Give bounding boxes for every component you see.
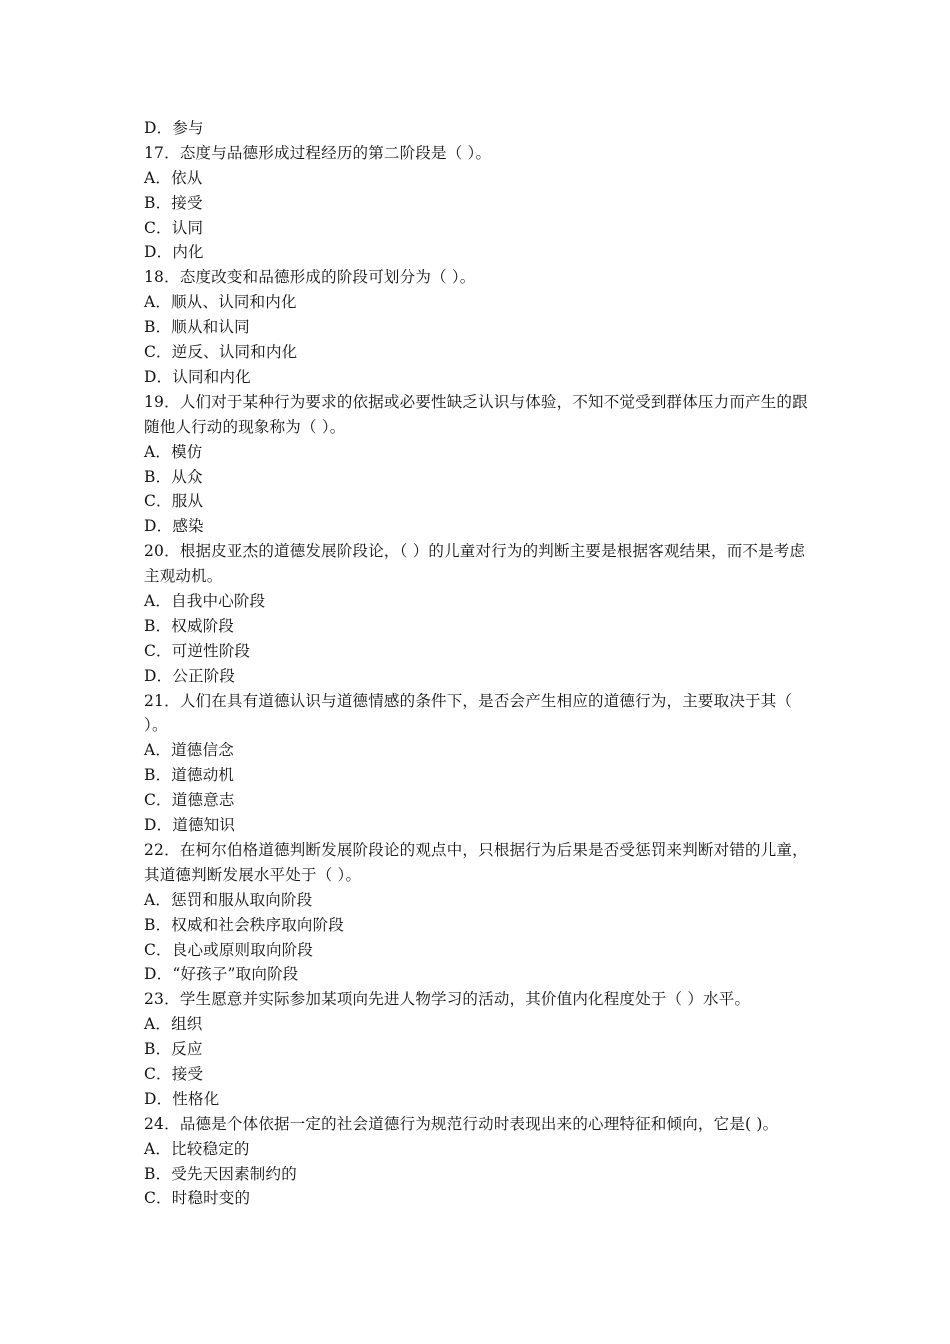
question-text: 17．态度与品德形成过程经历的第二阶段是（ ）。 [144,143,492,162]
answer-option: B．权威和社会秩序取向阶段 [144,915,344,934]
question-text: 18．态度改变和品德形成的阶段可划分为（ ）。 [144,268,476,287]
question-text: 22．在柯尔伯格道德判断发展阶段论的观点中，只根据行为后果是否受惩罚来判断对错的儿童，其道德判断发展水平处于（ ）。 [144,840,808,884]
question-text: 19．人们对于某种行为要求的依据或必要性缺乏认识与体验，不知不觉受到群体压力而产生的跟随他人行动的现象称为（ ）。 [144,392,808,436]
answer-option: C．接受 [144,1065,204,1084]
answer-option: B．顺从和认同 [144,318,250,337]
answer-option: A．顺从、认同和内化 [144,293,297,312]
answer-option: C．时稳时变的 [144,1189,251,1208]
answer-option: A．道德信念 [144,741,234,760]
answer-option: D．道德知识 [144,816,236,835]
answer-option: B．接受 [144,193,203,212]
answer-option: A．模仿 [144,442,203,461]
answer-option: C．道德意志 [144,791,235,810]
answer-option: C．可逆性阶段 [144,641,251,660]
answer-option: C．逆反、认同和内化 [144,343,298,362]
answer-option: B．受先天因素制约的 [144,1164,297,1183]
answer-option: A．依从 [144,168,203,187]
answer-option: D．参与 [144,119,204,137]
answer-option: D．公正阶段 [144,666,236,685]
answer-option: B．从众 [144,467,203,486]
answer-option: C．良心或原则取向阶段 [144,940,314,959]
question-text: 20．根据皮亚杰的道德发展阶段论，（ ）的儿童对行为的判断主要是根据客观结果，而不是考虑主观动机。 [144,542,806,586]
answer-option: C．认同 [144,218,204,237]
answer-option: D．性格化 [144,1089,220,1108]
answer-option: B．反应 [144,1040,203,1059]
answer-option: B．权威阶段 [144,616,235,635]
answer-option: A．惩罚和服从取向阶段 [144,890,313,909]
answer-option: A．组织 [144,1015,203,1034]
question-text: 21．人们在具有道德认识与道德情感的条件下，是否会产生相应的道德行为，主要取决于其（ ）。 [144,691,793,735]
answer-option: D．内化 [144,243,204,262]
answer-option: A．比较稳定的 [144,1139,250,1158]
exam-questions [144,116,814,1211]
answer-option: C．服从 [144,492,204,511]
question-text: 23．学生愿意并实际参加某项向先进人物学习的活动，其价值内化程度处于（ ）水平。 [144,990,751,1009]
question-text: 24．品德是个体依据一定的社会道德行为规范行动时表现出来的心理特征和倾向，它是( )。 [144,1114,779,1133]
answer-option: D．“好孩子”取向阶段 [144,965,299,984]
answer-option: D．认同和内化 [144,367,251,386]
answer-option: B．道德动机 [144,766,235,785]
answer-option: D．感染 [144,517,204,536]
answer-option: A．自我中心阶段 [144,592,266,611]
